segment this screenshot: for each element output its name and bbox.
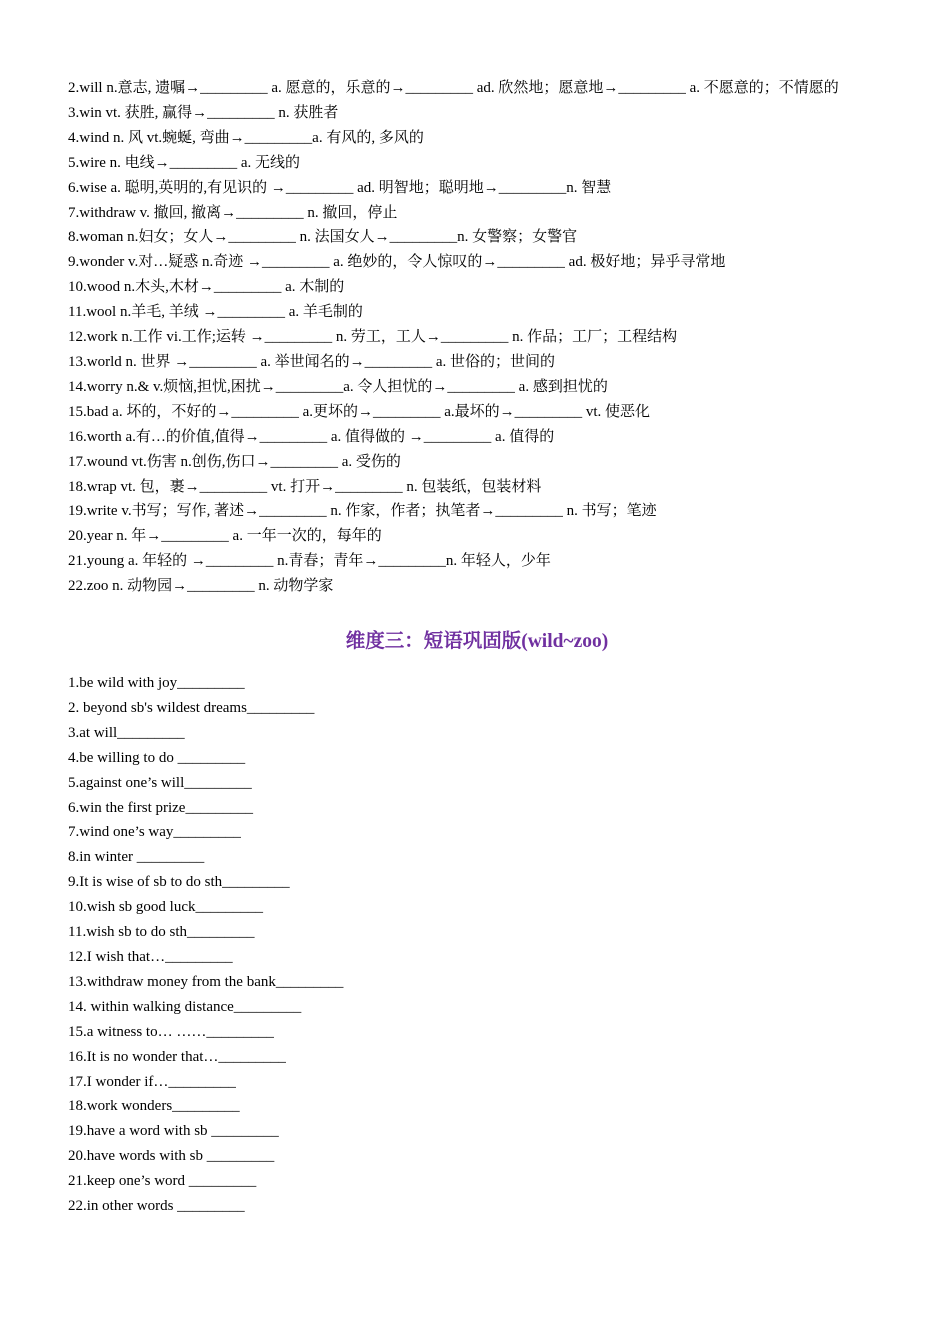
phrases-list [68,671,886,1219]
word-form-line: 6.wise a. 聪明,英明的,有见识的 →_________ ad. 明智地；聪明地→_________n. 智慧 [68,179,612,196]
word-form-line: 19.write v.书写；写作, 著述→_________ n. 作家，作者；执笔者→_________ n. 书写；笔迹 [68,503,657,520]
word-form-line: 12.work n.工作 vi.工作;运转 →_________ n. 劳工，工人→_________ n. 作品；工厂；工程结构 [68,329,678,346]
word-form-line: 10.wood n.木头,木材→_________ a. 木制的 [68,279,345,296]
phrase-line: 16.It is no wonder that…_________ [68,1048,286,1065]
phrase-line: 2. beyond sb's wildest dreams_________ [68,699,315,716]
phrase-line: 11.wish sb to do sth_________ [68,924,255,941]
phrase-line: 3.at will_________ [68,724,185,741]
word-form-line: 11.wool n.羊毛, 羊绒 →_________ a. 羊毛制的 [68,304,363,321]
phrase-line: 22.in other words _________ [68,1198,245,1215]
phrase-line: 8.in winter _________ [68,849,205,866]
phrase-line: 9.It is wise of sb to do sth_________ [68,874,290,891]
phrase-line: 14. within walking distance_________ [68,998,302,1015]
phrase-line: 20.have words with sb _________ [68,1148,275,1165]
word-form-line: 18.wrap vt. 包，裹→_________ vt. 打开→_________ n. 包装纸，包装材料 [68,478,542,495]
word-form-line: 22.zoo n. 动物园→_________ n. 动物学家 [68,578,334,595]
word-form-line: 5.wire n. 电线→_________ a. 无线的 [68,154,301,171]
phrase-line: 6.win the first prize_________ [68,799,253,816]
phrase-line: 10.wish sb good luck_________ [68,899,263,916]
word-form-line: 8.woman n.妇女；女人→_________ n. 法国女人→_________n. 女警察；女警官 [68,229,578,246]
phrase-line: 7.wind one’s way_________ [68,824,241,841]
phrase-line: 17.I wonder if…_________ [68,1073,236,1090]
phrase-line: 18.work wonders_________ [68,1098,240,1115]
word-form-line: 3.win vt. 获胜, 赢得→_________ n. 获胜者 [68,104,339,121]
phrase-line: 13.withdraw money from the bank_________ [68,973,344,990]
word-form-line: 4.wind n. 风 vt.蜿蜒, 弯曲→_________a. 有风的, 多风的 [68,129,424,146]
word-form-line: 13.world n. 世界 →_________ a. 举世闻名的→_________ a. 世俗的；世间的 [68,353,556,370]
word-form-line: 7.withdraw v. 撤回, 撤离→_________ n. 撤回，停止 [68,204,398,221]
word-form-line: 15.bad a. 坏的，不好的→_________ a.更坏的→_________ a.最坏的→_________ vt. 使恶化 [68,403,651,420]
word-form-line: 21.young a. 年轻的 →_________ n.青春；青年→_________n. 年轻人，少年 [68,553,551,570]
phrase-line: 19.have a word with sb _________ [68,1123,279,1140]
word-form-line: 17.wound vt.伤害 n.创伤,伤口→_________ a. 受伤的 [68,453,401,470]
word-form-line: 20.year n. 年→_________ a. 一年一次的，每年的 [68,528,382,545]
document-page [68,76,886,1219]
word-form-line: 14.worry n.& v.烦恼,担忧,困扰→_________a. 令人担忧的→_________ a. 感到担忧的 [68,378,608,395]
word-form-line: 2.will n.意志, 遗嘱→_________ a. 愿意的，乐意的→_________ ad. 欣然地；愿意地→_________ a. 不愿意的；不情愿的 [68,80,839,96]
word-forms-list [68,76,886,599]
phrase-line: 21.keep one’s word _________ [68,1173,257,1190]
phrase-line: 4.be willing to do _________ [68,749,246,766]
section-title: 维度三：短语巩固版(wild~zoo) [345,631,609,653]
phrase-line: 12.I wish that…_________ [68,949,233,965]
phrase-line: 1.be wild with joy_________ [68,675,245,692]
phrase-line: 15.a witness to… ……_________ [68,1023,274,1040]
word-form-line: 9.wonder v.对…疑惑 n.奇迹 →_________ a. 绝妙的，令人惊叹的→_________ ad. 极好地；异乎寻常地 [68,254,726,271]
phrase-line: 5.against one’s will_________ [68,774,252,791]
word-form-line: 16.worth a.有…的价值,值得→_________ a. 值得做的 →_________ a. 值得的 [68,428,555,445]
